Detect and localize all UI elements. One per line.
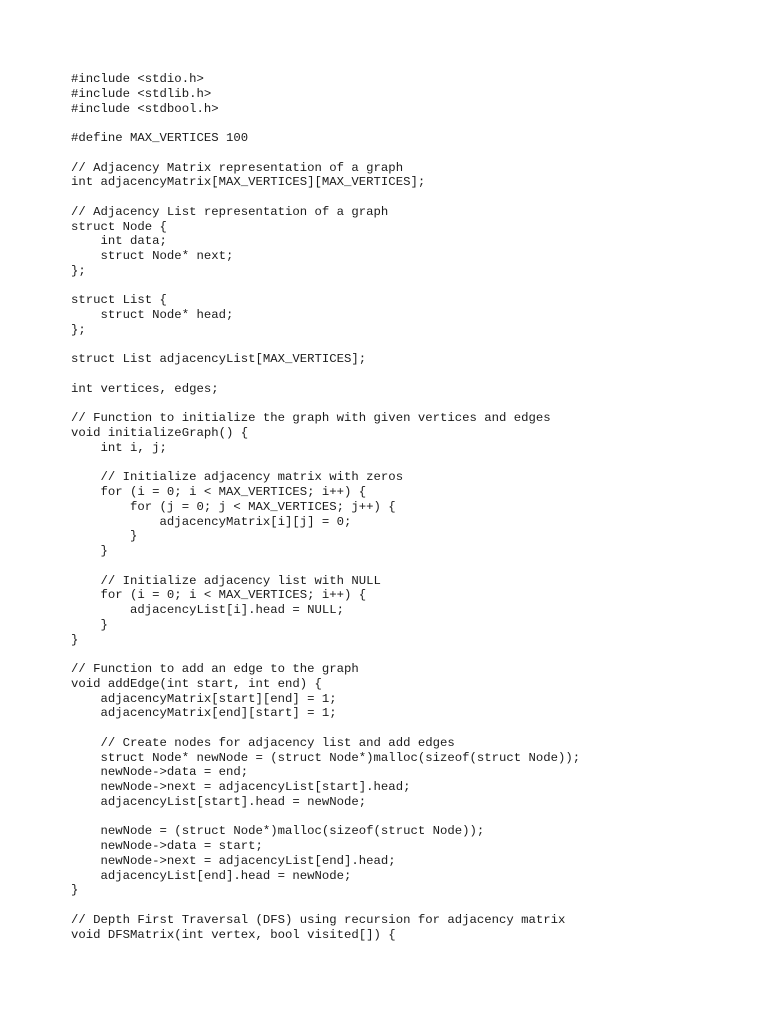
code-line	[71, 721, 580, 736]
code-line: }	[71, 544, 108, 558]
code-line	[71, 898, 580, 913]
code-line: #include <stdlib.h>	[71, 86, 212, 101]
code-line: struct List {	[71, 293, 167, 308]
code-line: struct List adjacencyList[MAX_VERTICES];	[71, 352, 367, 367]
code-line: }	[71, 617, 108, 632]
code-line	[71, 279, 580, 294]
code-line: #include <stdbool.h>	[71, 101, 219, 116]
code-line	[71, 559, 580, 574]
code-line: adjacencyMatrix[end][start] = 1;	[71, 706, 337, 721]
code-line	[71, 146, 580, 161]
code-line: for (j = 0; j < MAX_VERTICES; j++) {	[71, 499, 396, 514]
code-line: int adjacencyMatrix[MAX_VERTICES][MAX_VERTICES];	[71, 175, 426, 190]
code-line: // Depth First Traversal (DFS) using recursion for adjacency matrix	[71, 912, 566, 927]
code-line	[71, 338, 580, 353]
code-line: int vertices, edges;	[71, 381, 219, 396]
code-line: adjacencyMatrix[start][end] = 1;	[71, 691, 337, 706]
code-line: struct Node {	[71, 219, 167, 234]
code-line: adjacencyMatrix[i][j] = 0;	[71, 514, 352, 529]
code-line: // Initialize adjacency list with NULL	[71, 573, 381, 588]
code-line	[71, 647, 580, 662]
code-line: int data;	[71, 234, 167, 249]
code-line	[71, 367, 580, 382]
code-line: void initializeGraph() {	[71, 426, 249, 440]
code-line: void DFSMatrix(int vertex, bool visited[]) {	[71, 927, 396, 942]
code-line: newNode->next = adjacencyList[end].head;	[71, 853, 396, 868]
code-line: newNode = (struct Node*)malloc(sizeof(struct Node));	[71, 824, 485, 839]
code-line	[71, 810, 580, 825]
code-line: // Create nodes for adjacency list and add edges	[71, 735, 455, 750]
code-line: newNode->data = end;	[71, 765, 249, 780]
code-line: };	[71, 322, 86, 337]
code-line: struct Node* head;	[71, 308, 234, 322]
code-line: };	[71, 263, 86, 278]
code-line: }	[71, 883, 79, 898]
code-line: struct Node* next;	[71, 249, 234, 263]
code-line: int i, j;	[71, 440, 167, 455]
code-line: }	[71, 632, 79, 647]
code-line: #define MAX_VERTICES 100	[71, 131, 249, 145]
code-line: struct Node* newNode = (struct Node*)malloc(sizeof(struct Node));	[71, 750, 581, 765]
code-line: // Initialize adjacency matrix with zeros	[71, 470, 404, 485]
code-line: for (i = 0; i < MAX_VERTICES; i++) {	[71, 588, 367, 603]
code-line	[71, 190, 580, 205]
code-line: // Adjacency Matrix representation of a graph	[71, 160, 404, 175]
code-line: adjacencyList[start].head = newNode;	[71, 794, 367, 809]
code-line: void addEdge(int start, int end) {	[71, 676, 322, 691]
code-block	[71, 72, 580, 942]
code-line: adjacencyList[end].head = newNode;	[71, 868, 352, 883]
code-line: newNode->data = start;	[71, 839, 263, 853]
code-line: newNode->next = adjacencyList[start].head;	[71, 780, 411, 794]
code-line	[71, 397, 580, 412]
code-line: adjacencyList[i].head = NULL;	[71, 603, 345, 617]
code-line: // Function to add an edge to the graph	[71, 662, 359, 676]
code-line	[71, 456, 580, 471]
code-line: for (i = 0; i < MAX_VERTICES; i++) {	[71, 485, 367, 499]
code-line: }	[71, 529, 138, 544]
code-line: // Function to initialize the graph with given vertices and edges	[71, 411, 551, 426]
code-line: // Adjacency List representation of a graph	[71, 204, 389, 219]
code-line	[71, 116, 580, 131]
code-line: #include <stdio.h>	[71, 72, 204, 86]
